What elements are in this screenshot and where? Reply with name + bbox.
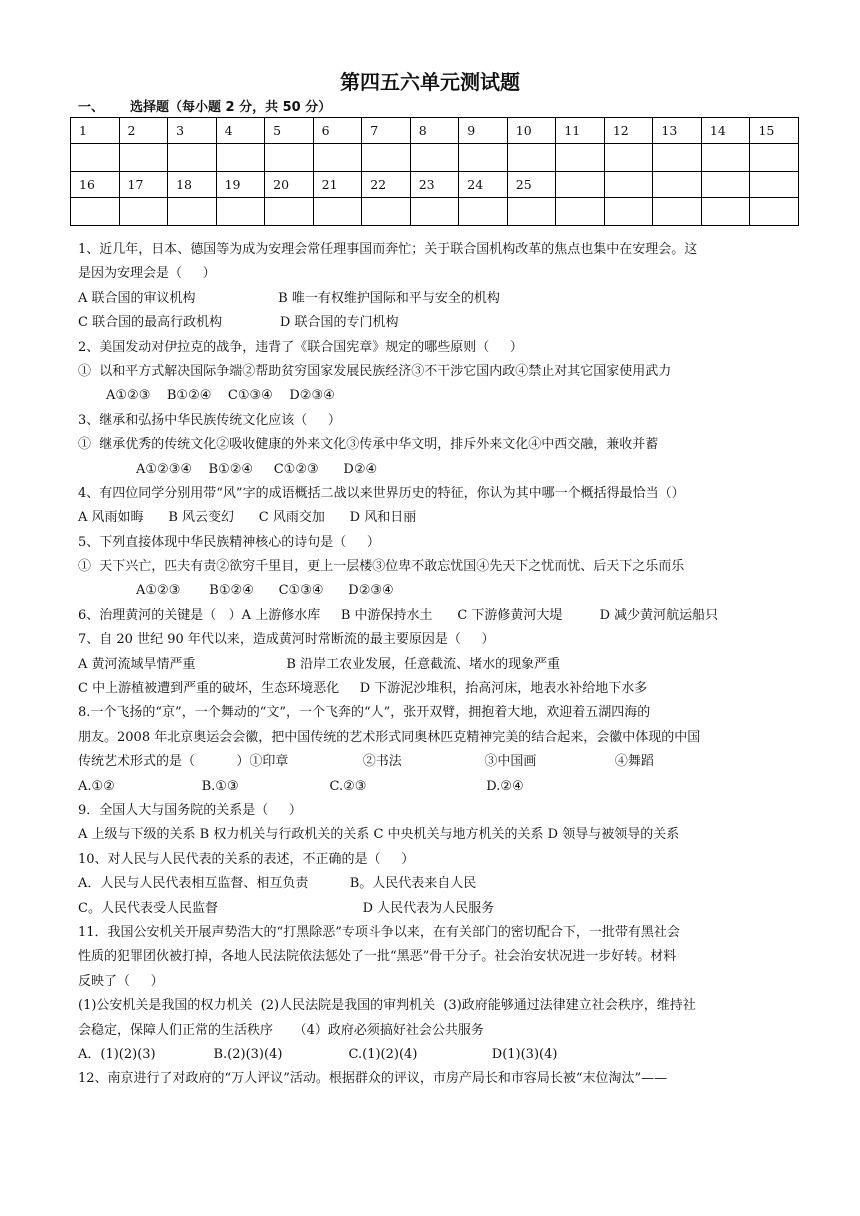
question-line: 是因为安理会是（ ） [78, 266, 216, 282]
answer-blank-cell[interactable] [265, 198, 314, 226]
answer-table [70, 117, 799, 226]
statement-line: ① 继承优秀的传统文化②吸收健康的外来文化③传承中华文明，排斥外来文化④中西交融，兼收并蓄 [78, 437, 659, 453]
answer-number-cell [750, 172, 799, 198]
answer-blank-cell[interactable] [71, 198, 120, 226]
answer-number-cell: 18 [168, 172, 217, 198]
answer-blank-cell[interactable] [216, 144, 265, 172]
answer-blank-cell[interactable] [362, 144, 411, 172]
section-number: 一、 [78, 100, 105, 115]
statement-line: ① 以和平方式解决国际争端②帮助贫穷国家发展民族经济③不干涉它国内政④禁止对其它国家使用武力 [78, 363, 672, 379]
answer-blank-cell[interactable] [750, 144, 799, 172]
answer-number-cell: 12 [604, 118, 653, 144]
answer-number-cell: 13 [653, 118, 702, 144]
answer-number-cell [604, 172, 653, 198]
option-line: A①②③④ B①②④ C①②③ D②④ [136, 461, 378, 477]
section-label: 选择题（每小题 2 分，共 50 分） [130, 100, 332, 115]
answer-blank-cell[interactable] [313, 198, 362, 226]
question-line: 12、南京进行了对政府的“万人评议”活动。根据群众的评议，市房产局长和市容局长被“末位淘汰”—— [78, 1071, 668, 1087]
answer-blank-row [71, 198, 799, 226]
answer-blank-cell[interactable] [119, 144, 168, 172]
answer-number-row [71, 118, 799, 144]
statement-line: (1)公安机关是我国的权力机关 (2)人民法院是我国的审判机关 (3)政府能够通过法律建立社会秩序，维持社 [78, 998, 696, 1014]
statement-line: ① 天下兴亡，匹夫有责②欲穷千里目，更上一层楼③位卑不敢忘忧国④先天下之忧而忧、后天下之乐而乐 [78, 559, 685, 575]
answer-blank-cell[interactable] [604, 198, 653, 226]
option-line: A①②③ B①②④ C①③④ D②③④ [136, 583, 394, 599]
answer-blank-cell[interactable] [653, 144, 702, 172]
option-line: C 联合国的最高行政机构 D 联合国的专门机构 [78, 315, 399, 331]
answer-blank-cell[interactable] [750, 198, 799, 226]
answer-number-cell: 19 [216, 172, 265, 198]
option-line: A．人民与人民代表相互监督、相互负责 B。人民代表来自人民 [78, 876, 477, 892]
answer-blank-cell[interactable] [362, 198, 411, 226]
answer-number-cell: 17 [119, 172, 168, 198]
answer-blank-cell[interactable] [410, 144, 459, 172]
answer-number-cell: 22 [362, 172, 411, 198]
option-line: A.①② B.①③ C.②③ D.②④ [78, 778, 524, 794]
answer-blank-cell[interactable] [216, 198, 265, 226]
answer-number-cell: 4 [216, 118, 265, 144]
answer-blank-cell[interactable] [168, 144, 217, 172]
question-line: 1、近几年，日本、德国等为成为安理会常任理事国而奔忙；关于联合国机构改革的焦点也集中在安理会。这 [78, 242, 698, 257]
answer-number-cell: 1 [71, 118, 120, 144]
answer-number-row [71, 172, 799, 198]
question-line: 6、治理黄河的关键是（ ）A 上游修水库 B 中游保持水土 C 下游修黄河大堤 D 减少黄河航运船只 [78, 607, 719, 623]
section-heading [78, 96, 331, 115]
question-text [78, 238, 800, 1092]
question-line: 4、有四位同学分别用带“风”字的成语概括二战以来世界历史的特征，你认为其中哪一个概括得最恰当（） [78, 485, 685, 501]
answer-number-cell: 14 [701, 118, 750, 144]
question-line: 10、对人民与人民代表的关系的表述，不正确的是（ ） [78, 851, 415, 867]
option-line: A 联合国的审议机构 B 唯一有权维护国际和平与安全的机构 [78, 290, 500, 306]
answer-blank-row [71, 144, 799, 172]
answer-blank-cell[interactable] [701, 144, 750, 172]
option-line: C。人民代表受人民监督 D 人民代表为人民服务 [78, 900, 495, 916]
option-line: A 上级与下级的关系 B 权力机关与行政机关的关系 C 中央机关与地方机关的关系 D 领导与被领导的关系 [78, 827, 680, 843]
answer-number-cell: 8 [410, 118, 459, 144]
answer-number-cell: 10 [507, 118, 556, 144]
answer-number-cell: 11 [556, 118, 605, 144]
question-line: 11．我国公安机关开展声势浩大的“打黑除恶”专项斗争以来，在有关部门的密切配合下，一批带有黑社会 [78, 924, 680, 940]
question-line: 传统艺术形式的是（ ）①印章 ②书法 ③中国画 ④舞蹈 [78, 754, 654, 770]
page-title: 第四五六单元测试题 [340, 70, 520, 94]
option-line: A．(1)(2)(3) B.(2)(3)(4) C.(1)(2)(4) D(1)(3)(4) [78, 1046, 558, 1062]
question-line: 8.一个飞扬的“京”，一个舞动的“文”，一个飞奔的“人”，张开双臂，拥抱着大地，欢迎着五湖四海的 [78, 705, 651, 721]
answer-blank-cell[interactable] [507, 198, 556, 226]
question-line: 9．全国人大与国务院的关系是（ ） [78, 802, 302, 818]
option-line: C 中上游植被遭到严重的破坏，生态环境恶化 D 下游泥沙堆积，抬高河床，地表水补给地下水多 [78, 681, 648, 697]
question-line: 朋友。2008 年北京奥运会会徽，把中国传统的艺术形式同奥林匹克精神完美的结合起来，会徽中体现的中国 [78, 729, 701, 745]
question-line: 反映了（ ） [78, 973, 164, 989]
answer-number-cell [556, 172, 605, 198]
answer-number-cell: 5 [265, 118, 314, 144]
answer-blank-cell[interactable] [168, 198, 217, 226]
answer-number-cell [701, 172, 750, 198]
answer-blank-cell[interactable] [556, 198, 605, 226]
question-line: 7、自 20 世纪 90 年代以来，造成黄河时常断流的最主要原因是（ ） [78, 632, 495, 648]
answer-number-cell: 20 [265, 172, 314, 198]
answer-blank-cell[interactable] [265, 144, 314, 172]
answer-blank-cell[interactable] [653, 198, 702, 226]
answer-blank-cell[interactable] [604, 144, 653, 172]
answer-blank-cell[interactable] [410, 198, 459, 226]
question-line: 5、下列直接体现中华民族精神核心的诗句是（ ） [78, 534, 380, 550]
answer-blank-cell[interactable] [119, 198, 168, 226]
answer-blank-cell[interactable] [313, 144, 362, 172]
statement-line: 会稳定，保障人们正常的生活秩序 （4）政府必须搞好社会公共服务 [78, 1022, 484, 1038]
option-line: A①②③ B①②④ C①③④ D②③④ [106, 388, 335, 404]
answer-number-cell: 15 [750, 118, 799, 144]
answer-number-cell: 23 [410, 172, 459, 198]
answer-blank-cell[interactable] [701, 198, 750, 226]
answer-number-cell [653, 172, 702, 198]
answer-blank-cell[interactable] [507, 144, 556, 172]
answer-number-cell: 9 [459, 118, 508, 144]
answer-number-cell: 16 [71, 172, 120, 198]
question-line: 2、美国发动对伊拉克的战争，违背了《联合国宪章》规定的哪些原则（ ） [78, 339, 523, 355]
answer-number-cell: 2 [119, 118, 168, 144]
answer-number-cell: 3 [168, 118, 217, 144]
question-line: 3、继承和弘扬中华民族传统文化应该（ ） [78, 412, 341, 428]
answer-blank-cell[interactable] [556, 144, 605, 172]
answer-number-cell: 7 [362, 118, 411, 144]
answer-number-cell: 21 [313, 172, 362, 198]
answer-blank-cell[interactable] [459, 198, 508, 226]
answer-blank-cell[interactable] [71, 144, 120, 172]
option-line: A 风雨如晦 B 风云变幻 C 风雨交加 D 风和日丽 [78, 510, 417, 526]
answer-number-cell: 25 [507, 172, 556, 198]
question-line: 性质的犯罪团伙被打掉，各地人民法院依法惩处了一批“黑恶”骨干分子。社会治安状况进一步好转。材料 [78, 949, 677, 965]
answer-number-cell: 6 [313, 118, 362, 144]
option-line: A 黄河流域旱情严重 B 沿岸工农业发展，任意截流、堵水的现象严重 [78, 656, 561, 672]
answer-number-cell: 24 [459, 172, 508, 198]
answer-blank-cell[interactable] [459, 144, 508, 172]
